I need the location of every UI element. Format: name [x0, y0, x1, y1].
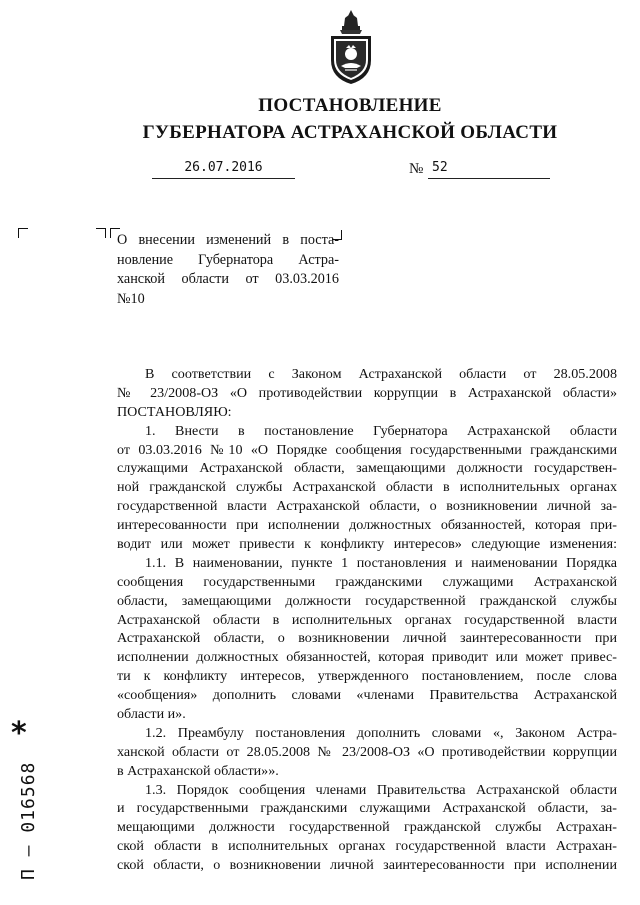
- subject-line: №10: [117, 290, 145, 307]
- document-subject: [117, 231, 339, 309]
- document-date: 26.07.2016: [184, 160, 263, 175]
- body-line: сообщения государственными гражданскими служащими Астраханской: [117, 573, 617, 590]
- subject-line: новление Губернатора Астра-: [117, 251, 339, 268]
- side-asterisk: *: [11, 716, 27, 751]
- body-line: ПОСТАНОВЛЯЮ:: [117, 403, 232, 420]
- body-line: от 03.03.2016 №10 «О Порядке сообщения государственными гражданскими: [117, 441, 617, 458]
- body-line: и государственными гражданскими служащими Астраханской области, за-: [117, 800, 617, 817]
- body-line: «сообщения» дополнить словами «членами Правительства Астраханской: [117, 687, 617, 704]
- body-line: области и».: [117, 706, 186, 723]
- body-line: государственной власти Астраханской области, о возникновении личной за-: [117, 498, 617, 515]
- body-line: интересованности при исполнении должностных обязанностей, которая при-: [117, 517, 617, 534]
- corner-mark-top-left: [18, 228, 28, 238]
- document-issuer: ГУБЕРНАТОРА АСТРАХАНСКОЙ ОБЛАСТИ: [142, 122, 558, 143]
- side-serial-number: П – 016568: [18, 761, 39, 880]
- body-line: 1.3. Порядок сообщения членами Правительства Астраханской области: [145, 781, 617, 798]
- body-line: ской области, о возникновении личной заинтересованности при исполнении: [117, 857, 617, 874]
- body-line: служащими Астраханской области, замещающими должности государствен-: [117, 460, 617, 477]
- body-line: ской области в исполнительных органах государственной власти Астрахан-: [117, 838, 617, 855]
- body-line: ной гражданской службы Астраханской области в исполнительных органах: [117, 479, 617, 496]
- body-line: в Астраханской области»».: [117, 762, 279, 779]
- body-line: мещающими должности государственной гражданской службы Астрахан-: [117, 819, 617, 836]
- body-line: № 23/2008-ОЗ «О противодействии коррупции в Астраханской области»: [117, 384, 617, 401]
- body-line: Астраханской области, о возникновении личной заинтересованности при: [117, 630, 617, 647]
- document-body: [117, 365, 617, 875]
- number-label: №: [409, 161, 424, 177]
- body-line: ханской области от 28.05.2008 № 23/2008-ОЗ «О противодействии коррупции: [117, 743, 617, 760]
- body-line: водит или может привести к конфликту интересов» следующие изменения:: [117, 536, 617, 553]
- body-line: области, замещающими должности государственной гражданской службы: [117, 592, 617, 609]
- subject-line: ханской области от 03.03.2016: [117, 271, 339, 287]
- coat-of-arms-emblem: [327, 8, 375, 86]
- document-number: 52: [432, 160, 448, 175]
- body-line: В соответствии с Законом Астраханской области от 28.05.2008: [145, 366, 617, 382]
- subject-line: О внесении изменений в поста-: [117, 232, 339, 248]
- body-line: 1. Внести в постановление Губернатора Астраханской области: [145, 422, 617, 439]
- document-title: ПОСТАНОВЛЕНИЕ: [258, 95, 442, 116]
- corner-mark-left-end: [96, 228, 106, 238]
- number-field: [428, 160, 550, 179]
- body-line: Астраханской области в исполнительных органах государственной власти: [117, 611, 617, 628]
- date-field: [152, 160, 295, 179]
- body-line: ти к конфликту интересов, утвержденного постановлением, после слова: [117, 668, 617, 685]
- body-line: 1.1. В наименовании, пункте 1 постановления и наименовании Порядка: [145, 554, 617, 571]
- body-line: исполнении должностных обязанностей, которая приводит или может привес-: [117, 649, 617, 666]
- body-line: 1.2. Преамбулу постановления дополнить словами «, Законом Астра-: [145, 724, 617, 741]
